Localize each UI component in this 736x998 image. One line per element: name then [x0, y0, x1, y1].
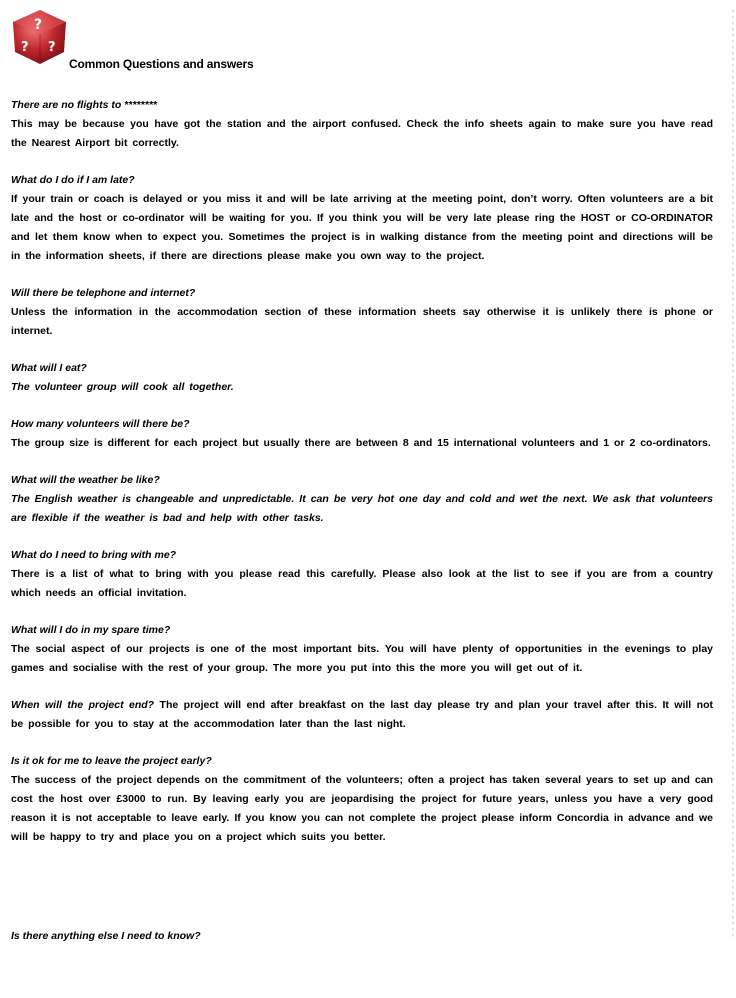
faq-question: What will the weather be like?	[11, 474, 160, 486]
faq-question: There are no flights to ********	[11, 99, 157, 111]
faq-answer-text: The project will end after breakfast on the last day please try and plan your travel after this. It will not be possible for you to stay at the accommodation later than the last night.	[11, 699, 713, 730]
page-title: Common Questions and answers	[69, 57, 254, 71]
faq-question: Is it ok for me to leave the project early?	[11, 755, 212, 767]
faq-item	[11, 284, 713, 341]
faq-item	[11, 359, 713, 397]
faq-answer-inline	[11, 696, 713, 734]
faq-answer: The volunteer group will cook all together.	[11, 381, 234, 393]
faq-question: Will there be telephone and internet?	[11, 287, 196, 299]
faq-item	[11, 96, 713, 153]
faq-item	[11, 621, 713, 678]
faq-answer: The group size is different for each project but usually there are between 8 and 15 international volunteers and 1 or 2 co-ordinators.	[11, 437, 711, 449]
faq-question: How many volunteers will there be?	[11, 418, 190, 430]
svg-text:?: ?	[48, 40, 56, 55]
faq-item	[11, 696, 713, 734]
faq-answer: The social aspect of our projects is one of the most important bits. You will have plenty of opportunities in the evenings to play games and socialise with the rest of your group. The more you put into this the more you will get out of it.	[11, 643, 713, 674]
svg-text:?: ?	[34, 17, 43, 33]
faq-answer: The success of the project depends on the commitment of the volunteers; often a project has taken several years to set up and can cost the host over £3000 to run. By leaving early you are jeopardising the project for future years, unless you have a very good reason it is not acceptable to leave early. If you know you can not complete the project please inform Concordia in advance and we will be happy to try and place you on a project which suits you better.	[11, 774, 713, 843]
faq-item	[11, 415, 713, 453]
faq-item	[11, 546, 713, 603]
cutoff-question-text: Is there anything else I need to know?	[11, 930, 201, 942]
faq-answer: There is a list of what to bring with you please read this carefully. Please also look at the list to see if you are from a country which needs an official invitation.	[11, 568, 713, 599]
faq-answer: The English weather is changeable and unpredictable. It can be very hot one day and cold and wet the next. We ask that volunteers are flexible if the weather is bad and help with other tasks.	[11, 493, 713, 524]
faq-question: When will the project end?	[11, 699, 155, 711]
faq-answer: Unless the information in the accommodation section of these information sheets say otherwise it is unlikely there is phone or internet.	[11, 306, 713, 337]
faq-item	[11, 471, 713, 528]
faq-answer: This may be because you have got the station and the airport confused. Check the info sheets again to make sure you have read the Nearest Airport bit correctly.	[11, 118, 713, 149]
faq-list	[11, 96, 713, 865]
faq-answer: If your train or coach is delayed or you miss it and will be late arriving at the meeting point, don’t worry. Often volunteers are a bit late and the host or co-ordinator will be waiting for you. If you think you will be very late please ring the HOST or CO-ORDINATOR and let them know when to expect you. Sometimes the project is in walking distance from the meeting point and directions will be in the information sheets, if there are directions please make you own way to the project.	[11, 193, 713, 262]
cutoff-question	[11, 930, 271, 946]
faq-question: What will I do in my spare time?	[11, 624, 171, 636]
faq-item	[11, 752, 713, 847]
faq-question: What do I need to bring with me?	[11, 549, 177, 561]
faq-question: What will I eat?	[11, 362, 87, 374]
question-dice-icon	[10, 8, 70, 66]
page-edge-dots	[732, 10, 734, 940]
svg-text:?: ?	[21, 40, 29, 55]
faq-item	[11, 171, 713, 266]
faq-question: What do I do if I am late?	[11, 174, 135, 186]
